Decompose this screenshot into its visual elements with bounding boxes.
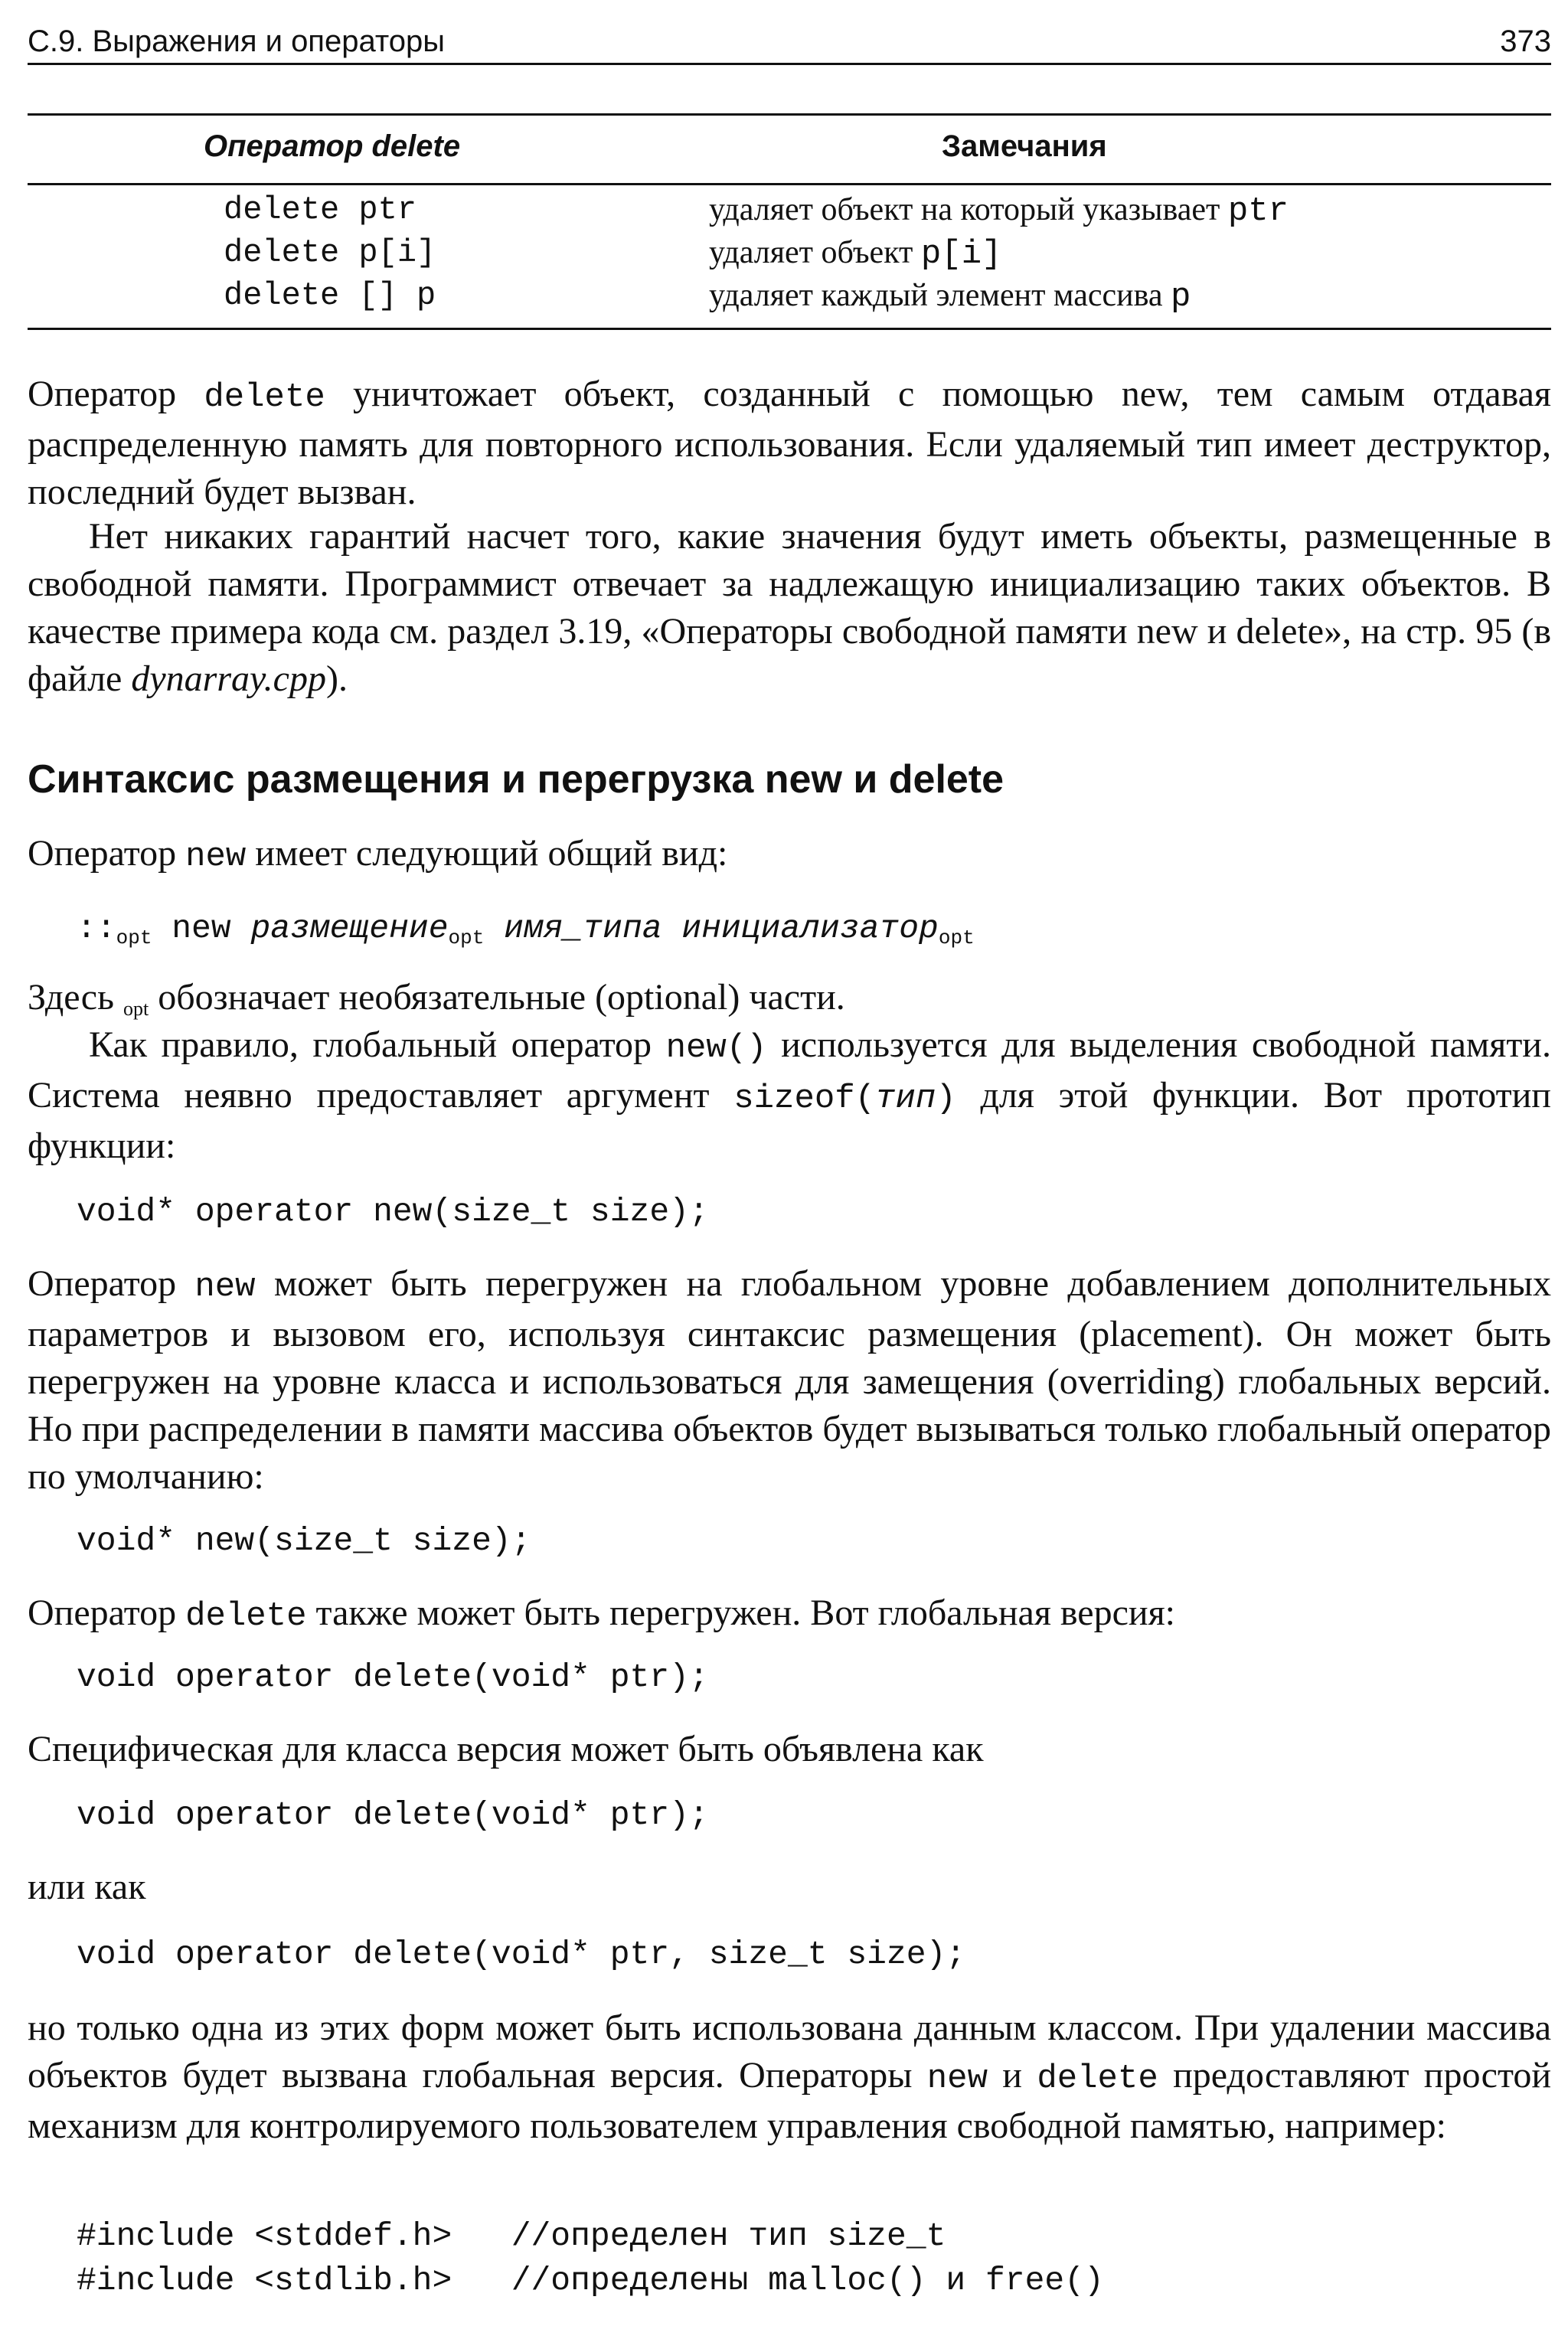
paragraph-new-overloading — [28, 1260, 1551, 1501]
table-row — [28, 191, 1551, 234]
text: используется для выделения свободной памяти. Система неявно предоставляет аргумент — [28, 1024, 1551, 1116]
running-header — [28, 18, 1551, 65]
table-header-remarks: Замечания — [942, 129, 1107, 163]
code-include-stdlib: #include <stdlib.h> //определены malloc() и free() — [77, 2262, 1104, 2299]
code-include-stddef: #include <stddef.h> //определен тип size_t — [77, 2217, 946, 2255]
remark-code: ptr — [1227, 192, 1289, 230]
remark-text: удаляет объект на который указывает — [709, 192, 1228, 227]
text: Как правило, глобальный оператор — [89, 1024, 666, 1065]
file-name: dynarray.cpp — [131, 658, 326, 699]
keyword-new: new — [172, 910, 231, 947]
remark-text: удаляет каждый элемент массива — [709, 278, 1171, 313]
text: Оператор — [28, 1593, 186, 1633]
text: Здесь — [28, 977, 123, 1018]
opt-marker: opt — [122, 998, 149, 1020]
table-header-operator: Оператор delete — [204, 129, 461, 163]
code-new-default: void* new(size_t size); — [77, 1522, 531, 1560]
text: но только одна из этих форм может быть использована данным классом. При удалении массива объектов будет вызвана глобальная версия. Операторы — [28, 2007, 1551, 2096]
inline-code: new — [926, 2060, 988, 2098]
text: Оператор — [28, 374, 204, 414]
inline-code: new() — [665, 1029, 767, 1067]
table-header-row — [28, 116, 1551, 183]
scope-operator: :: — [77, 910, 116, 947]
paragraph-new-general-form — [28, 830, 1551, 880]
syntax-new-expression — [77, 910, 975, 949]
inline-code: new — [194, 1268, 256, 1306]
inline-code: sizeof( — [733, 1080, 876, 1118]
paragraph-delete-overloading — [28, 1589, 1551, 1640]
section-heading: Синтаксис размещения и перегрузка new и delete — [28, 757, 1004, 802]
code-class-delete: void operator delete(void* ptr); — [77, 1796, 709, 1834]
remark-text: удаляет объект — [709, 235, 921, 270]
table-cell-remark — [709, 234, 1002, 273]
paragraph-global-new — [28, 1021, 1551, 1170]
text: ). — [325, 658, 348, 699]
table-body — [28, 185, 1551, 328]
remark-code: p — [1171, 278, 1191, 316]
text: уничтожает объект, созданный с помощью new, тем самым отдавая распределенную память для повторного использования. Если удаляемый тип имеет деструктор, последний будет вызван. — [28, 374, 1552, 512]
inline-code: delete — [185, 1597, 307, 1635]
text: Нет никаких гарантий насчет того, какие значения будут иметь объекты, размещенные в свободной памяти. Программист отвечает за надлежащую инициализацию таких объектов. В качестве примера кода см. раздел 3.19, «Операторы свободной памяти new и delete», на стр. 95 (в файле — [28, 516, 1551, 699]
text: Оператор — [28, 1263, 195, 1304]
table-row — [28, 277, 1551, 320]
table-cell-remark — [709, 191, 1289, 230]
opt-marker: opt — [938, 926, 975, 949]
opt-marker: opt — [116, 926, 152, 949]
text: обозначает необязательные (optional) части. — [149, 977, 845, 1018]
paragraph-no-guarantees — [28, 513, 1551, 703]
text: может быть перегружен на глобальном уровне добавлением дополнительных параметров и вызовом его, используя синтаксис размещения (placement). Он может быть перегружен на уровне класса и использоваться для замещения (overriding) глобальных версий. Но при распределении в памяти массива объектов будет вызываться только глобальный оператор по умолчанию: — [28, 1263, 1552, 1497]
text: предоставляют простой механизм для контролируемого пользователем управления свободной памятью, например: — [28, 2055, 1552, 2146]
paragraph-class-specific: Специфическая для класса версия может быть объявлена как — [28, 1729, 984, 1769]
initializer-term: инициализатор — [681, 910, 939, 947]
operator-delete-table — [28, 113, 1551, 330]
inline-code-italic: тип — [875, 1080, 936, 1118]
table-bottom-rule — [28, 328, 1551, 330]
remark-code: p[i] — [920, 235, 1002, 273]
table-cell-remark — [709, 277, 1191, 316]
placement-term: размещение — [250, 910, 449, 947]
inline-code: new — [185, 838, 247, 876]
code-operator-new-prototype: void* operator new(size_t size); — [77, 1193, 709, 1230]
page-number: 373 — [1500, 25, 1551, 58]
paragraph-one-form — [28, 2004, 1551, 2150]
section-title-header: С.9. Выражения и операторы — [28, 25, 445, 58]
table-cell-operator: delete p[i] — [224, 234, 436, 271]
inline-code: delete — [204, 378, 325, 417]
table-cell-operator: delete [] p — [224, 277, 436, 314]
paragraph-or-as: или как — [28, 1867, 146, 1907]
table-cell-operator: delete ptr — [224, 191, 417, 228]
inline-code: delete — [1037, 2060, 1158, 2098]
text: также может быть перегружен. Вот глобальная версия: — [306, 1593, 1176, 1633]
code-class-delete-sized: void operator delete(void* ptr, size_t size); — [77, 1936, 966, 1973]
text: для этой функции. Вот прототип функции: — [28, 1075, 1551, 1166]
paragraph-delete-description — [28, 371, 1551, 516]
table-row — [28, 234, 1551, 277]
text: и — [987, 2055, 1037, 2096]
inline-code: ) — [936, 1080, 956, 1118]
code-global-delete: void operator delete(void* ptr); — [77, 1658, 709, 1696]
text: Оператор — [28, 833, 186, 874]
typename-term: имя_типа — [504, 910, 662, 947]
opt-marker: opt — [448, 926, 485, 949]
text: имеет следующий общий вид: — [246, 833, 728, 874]
